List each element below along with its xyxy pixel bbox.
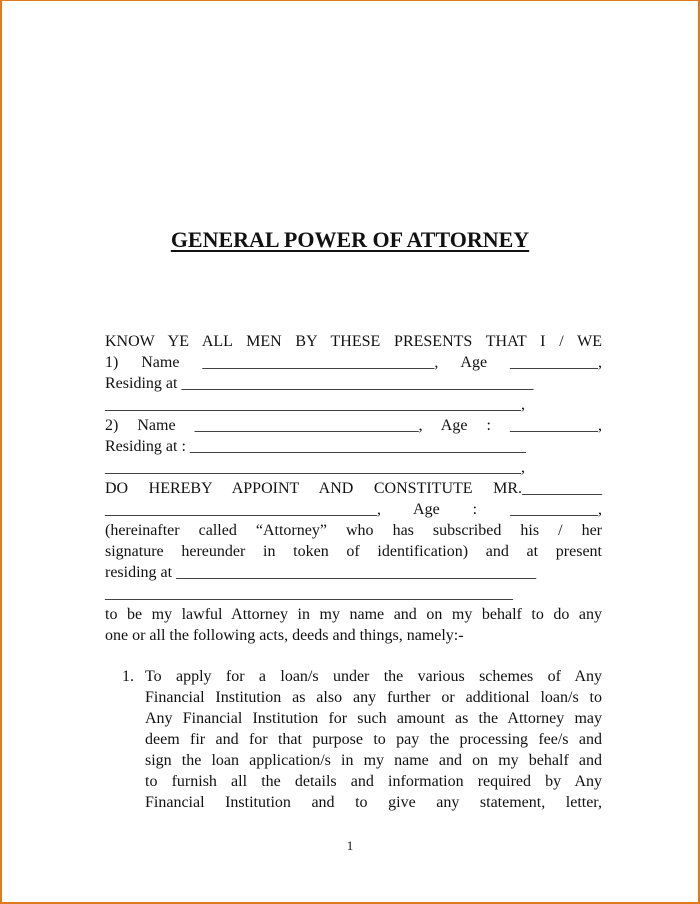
list-item-line: sign the loan application/s in my name and on my behalf and [145, 752, 602, 769]
list-item-line: deem fir and for that purpose to pay the processing fee/s and [145, 731, 602, 748]
party-2-residence-line: Residing at : __________________________________________ [105, 438, 526, 455]
lawful-attorney-line: to be my lawful Attorney in my name and on my behalf to do any [105, 606, 602, 623]
party-1-name-line: 1) Name _____________________________, Age ___________, [105, 354, 602, 371]
party-1-residence-line: Residing at ____________________________________________ [105, 375, 534, 392]
attorney-age-line: __________________________________, Age : ___________, [105, 501, 602, 518]
appointment-line: DO HEREBY APPOINT AND CONSTITUTE MR.__________ [105, 480, 602, 497]
list-item-number: 1. [122, 668, 134, 685]
document-body [105, 331, 602, 646]
party-2-residence-continued: ____________________________________________________, [105, 459, 525, 476]
page-number: 1 [346, 838, 354, 853]
list-item-line: To apply for a loan/s under the various schemes of Any [145, 668, 602, 685]
document-title: GENERAL POWER OF ATTORNEY [170, 227, 530, 252]
attorney-residence-continued: ___________________________________________________ [105, 585, 513, 602]
acts-list [105, 666, 602, 813]
party-1-residence-continued: ____________________________________________________, [105, 396, 525, 413]
acts-intro-line: one or all the following acts, deeds and things, namely:- [105, 627, 464, 644]
list-item-line: to furnish all the details and information required by Any [145, 773, 602, 790]
attorney-residence-line: residing at _____________________________________________ [105, 564, 537, 581]
preamble-line: KNOW YE ALL MEN BY THESE PRESENTS THAT I / WE [105, 333, 602, 350]
party-2-name-line: 2) Name ____________________________, Age : ___________, [105, 417, 602, 434]
attorney-signature-line: signature hereunder in token of identification) and at present [105, 543, 602, 560]
attorney-description-line: (hereinafter called “Attorney” who has subscribed his / her [105, 522, 602, 539]
list-item-line: Financial Institution and to give any statement, letter, [145, 794, 602, 811]
list-item-line: Financial Institution as also any further or additional loan/s to [145, 689, 602, 706]
list-item-line: Any Financial Institution for such amount as the Attorney may [145, 710, 602, 727]
list-item [105, 666, 602, 813]
